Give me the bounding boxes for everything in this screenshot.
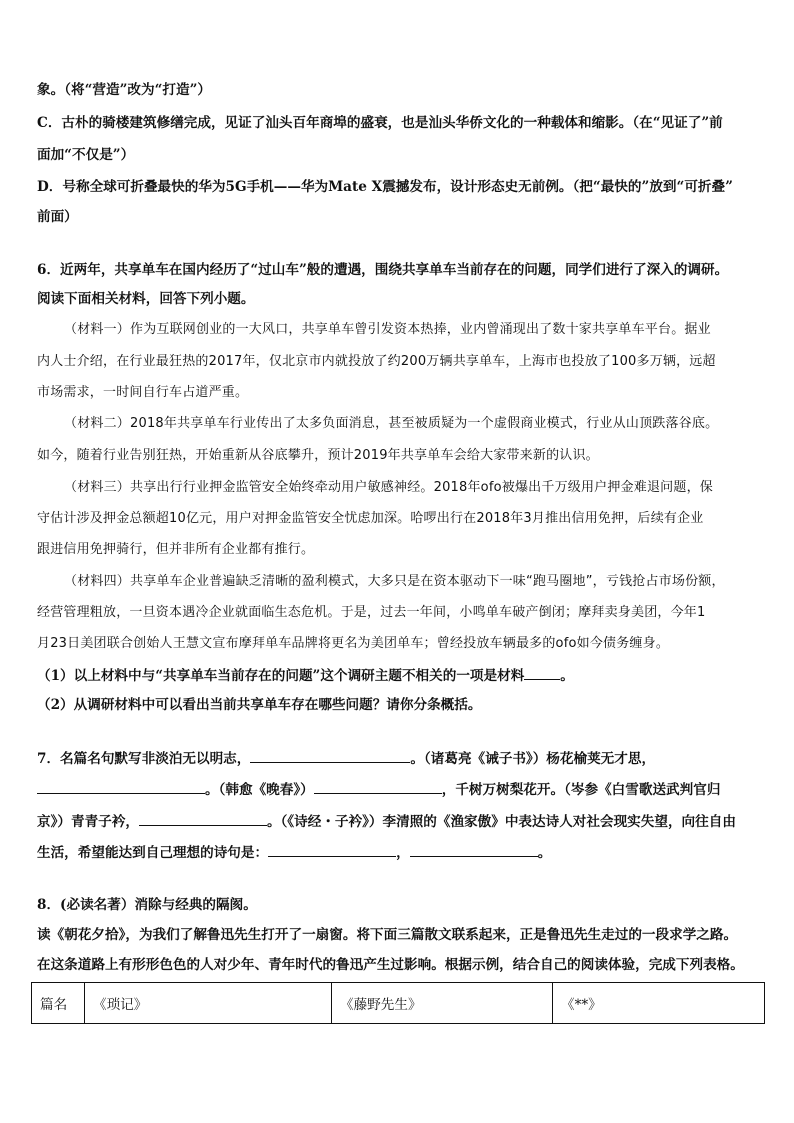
q6-sub1-text: （1）以上材料中与“共享单车当前存在的问题”这个调研主题不相关的一项是材料 (37, 668, 525, 684)
material-1-line2: 内人士介绍，在行业最狂热的2017年，仅北京市内就投放了约200万辆共享单车，上海市也投放了100多万辆，远超 (37, 354, 716, 369)
q7-l1a: 7．名篇名句默写非淡泊无以明志， (37, 751, 251, 767)
q7-l1b: 。（诸葛亮《诫子书》）杨花榆荚无才思， (410, 751, 656, 767)
material-2-line2: 如今，随着行业告别狂热，开始重新从谷底攀升，预计2019年共享单车会给大家带来新的认识。 (37, 448, 599, 463)
q7-line4 (37, 842, 759, 863)
option-d-line2: 前面） (37, 209, 78, 225)
q7-blank-1[interactable] (250, 748, 410, 763)
table-row (32, 983, 765, 1024)
q7-blank-5[interactable] (268, 842, 396, 857)
q6-intro-line1: 6．近两年，共享单车在国内经历了“过山车”般的遭遇，围绕共享单车当前存在的问题，同学们进行了深入的调研。 (37, 262, 729, 278)
q7-blank-4[interactable] (139, 811, 267, 826)
q7-blank-2[interactable] (37, 779, 205, 794)
q8-title: 8．(必读名著）消除与经典的隔阂。 (37, 897, 257, 913)
q6-sub1-end: 。 (560, 668, 574, 684)
option-b-tail: 象。（将“营造”改为“打造”） (37, 82, 212, 98)
material-4-line1: （材料四）共享单车企业普遍缺乏清晰的盈利模式，大多只是在资本驱动下一味“跑马圈地”，亏钱抢占市场份额， (64, 574, 725, 589)
q7-l4b: ， (396, 845, 410, 861)
material-3-line1: （材料三）共享出行行业押金监管安全始终牵动用户敏感神经。2018年ofo被爆出千万级用户押金难退问题，保 (64, 480, 713, 495)
material-4-line3: 月23日美团联合创始人王慧文宣布摩拜单车品牌将更名为美团单车；曾经投放车辆最多的ofo如今债务缠身。 (37, 636, 670, 651)
material-1-line1: （材料一）作为互联网创业的一大风口，共享单车曾引发资本热捧，业内曾涌现出了数十家共享单车平台。据业 (64, 322, 711, 337)
q7-l2b: ，千树万树梨花开。（岑参《白雪歌送武判官归 (441, 782, 721, 798)
q7-blank-3[interactable] (314, 779, 442, 794)
option-c-line2: 面加“不仅是”） (37, 147, 135, 163)
material-3-line3: 跟进信用免押骑行，但并非所有企业都有推行。 (37, 542, 315, 557)
table-cell-1: 《琐记》 (85, 983, 332, 1024)
material-3-line2: 守估计涉及押金总额超10亿元，用户对押金监管安全忧虑加深。哈啰出行在2018年3月推出信用免押，后续有企业 (37, 511, 704, 526)
q8-answer-table (31, 982, 765, 1024)
q7-line2 (37, 779, 759, 800)
q8-instruction-line2: 在这条道路上有形形色色的人对少年、青年时代的鲁迅产生过影响。根据示例，结合自己的阅读体验，完成下列表格。 (37, 957, 744, 973)
q7-blank-6[interactable] (410, 842, 538, 857)
q7-l2a: 。（韩愈《晚春》） (205, 782, 314, 798)
q6-subquestion-1 (37, 665, 759, 686)
q7-l4c: 。 (537, 845, 552, 861)
option-c-line1: C．古朴的骑楼建筑修缮完成，见证了汕头百年商埠的盛衰，也是汕头华侨文化的一种载体和缩影。（在“见证了”前 (37, 115, 723, 131)
table-cell-3: 《**》 (553, 983, 765, 1024)
q7-l3a: 京》）青青子衿， (37, 814, 139, 830)
table-cell-2: 《藤野先生》 (332, 983, 553, 1024)
q7-l4a: 生活，希望能达到自己理想的诗句是： (37, 845, 269, 861)
material-4-line2: 经营管理粗放，一旦资本遇冷企业就面临生态危机。于是，过去一年间，小鸣单车破产倒闭；摩拜卖身美团，今年1 (37, 605, 706, 620)
material-1-line3: 市场需求，一时间自行车占道严重。 (37, 385, 249, 400)
q6-intro-line2: 阅读下面相关材料，回答下列小题。 (37, 291, 255, 307)
material-2-line1: （材料二）2018年共享单车行业传出了太多负面消息，甚至被质疑为一个虚假商业模式，行业从山顶跌落谷底。 (64, 416, 719, 431)
option-d-line1: D．号称全球可折叠最快的华为5G手机——华为Mate X震撼发布，设计形态史无前例。（把“最快的”放到“可折叠” (37, 179, 733, 195)
q7-l3b: 。（《诗经・子衿》）李清照的《渔家傲》中表达诗人对社会现实失望，向往自由 (266, 814, 736, 830)
q6-subquestion-2: （2）从调研材料中可以看出当前共享单车存在哪些问题？请你分条概括。 (37, 697, 482, 713)
q6-sub1-answer-blank[interactable] (524, 665, 560, 680)
q7-line3 (37, 811, 759, 832)
q7-line1 (37, 748, 759, 769)
table-header-cell: 篇名 (32, 983, 85, 1024)
q8-instruction-line1: 读《朝花夕拾》，为我们了解鲁迅先生打开了一扇窗。将下面三篇散文联系起来，正是鲁迅先生走过的一段求学之路。 (37, 927, 738, 943)
